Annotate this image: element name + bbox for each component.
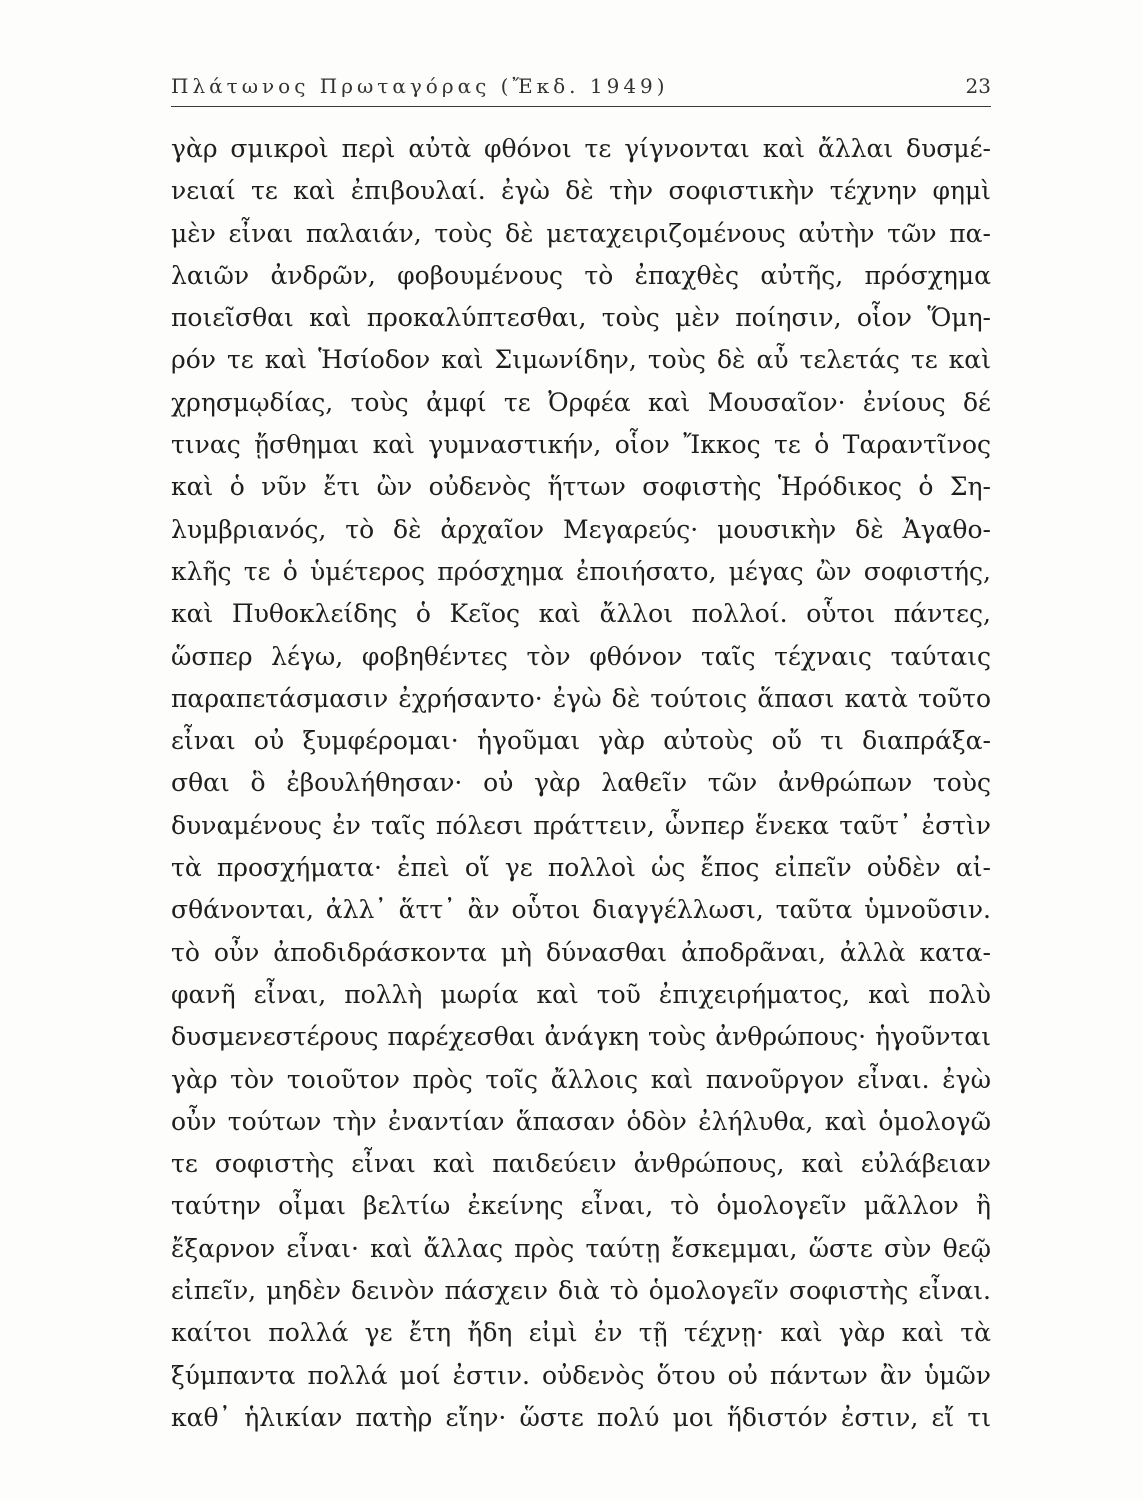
text-line: λαιῶν ἀνδρῶν, φοβουμένους τὸ ἐπαχθὲς αὐτῆς, πρόσχημα	[171, 260, 991, 290]
running-header	[171, 74, 991, 107]
text-line: δυσμενεστέρους παρέχεσθαι ἀνάγκη τοὺς ἀνθρώπους· ἡγοῦνται	[171, 1022, 991, 1052]
text-line: καὶ Πυθοκλείδης ὁ Κεῖος καὶ ἄλλοι πολλοί. οὗτοι πάντες,	[171, 599, 991, 629]
text-line: μὲν εἶναι παλαιάν, τοὺς δὲ μεταχειριζομένους αὐτὴν τῶν πα-	[171, 218, 991, 248]
text-line: ξύμπαντα πολλά μοί ἐστιν. οὐδενὸς ὅτου οὐ πάντων ἂν ὑμῶν	[171, 1360, 991, 1390]
text-line: τὰ προσχήματα· ἐπεὶ οἵ γε πολλοὶ ὡς ἔπος εἰπεῖν οὐδὲν αἰ-	[171, 853, 991, 883]
text-line: ἔξαρνον εἶναι· καὶ ἄλλας πρὸς ταύτῃ ἔσκεμμαι, ὥστε σὺν θεῷ	[171, 1233, 991, 1263]
text-line: παραπετάσμασιν ἐχρήσαντο· ἐγὼ δὲ τούτοις ἅπασι κατὰ τοῦτο	[171, 683, 991, 713]
text-line: ποιεῖσθαι καὶ προκαλύπτεσθαι, τοὺς μὲν ποίησιν, οἷον Ὅμη-	[171, 303, 991, 333]
text-line: γὰρ τὸν τοιοῦτον πρὸς τοῖς ἄλλοις καὶ πανοῦργον εἶναι. ἐγὼ	[171, 1064, 991, 1094]
text-line: τινας ᾔσθημαι καὶ γυμναστικήν, οἷον Ἴκκος τε ὁ Ταραντῖνος	[171, 430, 991, 460]
page-number: 23	[965, 74, 991, 98]
text-line: ταύτην οἶμαι βελτίω ἐκείνης εἶναι, τὸ ὁμολογεῖν μᾶλλον ἢ	[171, 1191, 991, 1221]
text-line: λυμβριανός, τὸ δὲ ἀρχαῖον Μεγαρεύς· μουσικὴν δὲ Ἀγαθο-	[171, 514, 991, 544]
body-text	[171, 128, 991, 1439]
text-line: ὥσπερ λέγω, φοβηθέντες τὸν φθόνον ταῖς τέχναις ταύταις	[171, 641, 991, 671]
text-line: εἰπεῖν, μηδὲν δεινὸν πάσχειν διὰ τὸ ὁμολογεῖν σοφιστὴς εἶναι.	[171, 1276, 991, 1306]
text-line: νειαί τε καὶ ἐπιβουλαί. ἐγὼ δὲ τὴν σοφιστικὴν τέχνην φημὶ	[171, 176, 991, 206]
text-line: σθάνονται, ἀλλ᾽ ἅττ᾽ ἂν οὗτοι διαγγέλλωσι, ταῦτα ὑμνοῦσιν.	[171, 895, 991, 925]
text-line: κλῆς τε ὁ ὑμέτερος πρόσχημα ἐποιήσατο, μέγας ὢν σοφιστής,	[171, 556, 991, 586]
text-line: καὶ ὁ νῦν ἔτι ὢν οὐδενὸς ἥττων σοφιστὴς Ἡρόδικος ὁ Ση-	[171, 472, 991, 502]
text-line: καθ᾽ ἡλικίαν πατὴρ εἴην· ὥστε πολύ μοι ἥδιστόν ἐστιν, εἴ τι	[171, 1402, 991, 1432]
text-line: οὖν τούτων τὴν ἐναντίαν ἅπασαν ὁδὸν ἐλήλυθα, καὶ ὁμολογῶ	[171, 1106, 991, 1136]
text-line: ρόν τε καὶ Ἡσίοδον καὶ Σιμωνίδην, τοὺς δὲ αὖ τελετάς τε καὶ	[171, 345, 991, 375]
text-line: εἶναι οὐ ξυμφέρομαι· ἡγοῦμαι γὰρ αὐτοὺς οὔ τι διαπράξα-	[171, 726, 991, 756]
running-title: Πλάτωνος Πρωταγόρας (Ἔκδ. 1949)	[171, 74, 669, 98]
text-line: τὸ οὖν ἀποδιδράσκοντα μὴ δύνασθαι ἀποδρᾶναι, ἀλλὰ κατα-	[171, 937, 991, 967]
text-line: σθαι ὃ ἐβουλήθησαν· οὐ γὰρ λαθεῖν τῶν ἀνθρώπων τοὺς	[171, 768, 991, 798]
text-line: καίτοι πολλά γε ἔτη ἤδη εἰμὶ ἐν τῇ τέχνῃ· καὶ γὰρ καὶ τὰ	[171, 1318, 991, 1348]
text-line: χρησμῳδίας, τοὺς ἀμφί τε Ὀρφέα καὶ Μουσαῖον· ἐνίους δέ	[171, 387, 991, 417]
text-line: τε σοφιστὴς εἶναι καὶ παιδεύειν ἀνθρώπους, καὶ εὐλάβειαν	[171, 1149, 991, 1179]
text-line: φανῆ εἶναι, πολλὴ μωρία καὶ τοῦ ἐπιχειρήματος, καὶ πολὺ	[171, 979, 991, 1009]
text-line: δυναμένους ἐν ταῖς πόλεσι πράττειν, ὧνπερ ἕνεκα ταῦτ᾽ ἐστὶν	[171, 810, 991, 840]
text-line: γὰρ σμικροὶ περὶ αὐτὰ φθόνοι τε γίγνονται καὶ ἄλλαι δυσμέ-	[171, 134, 991, 163]
